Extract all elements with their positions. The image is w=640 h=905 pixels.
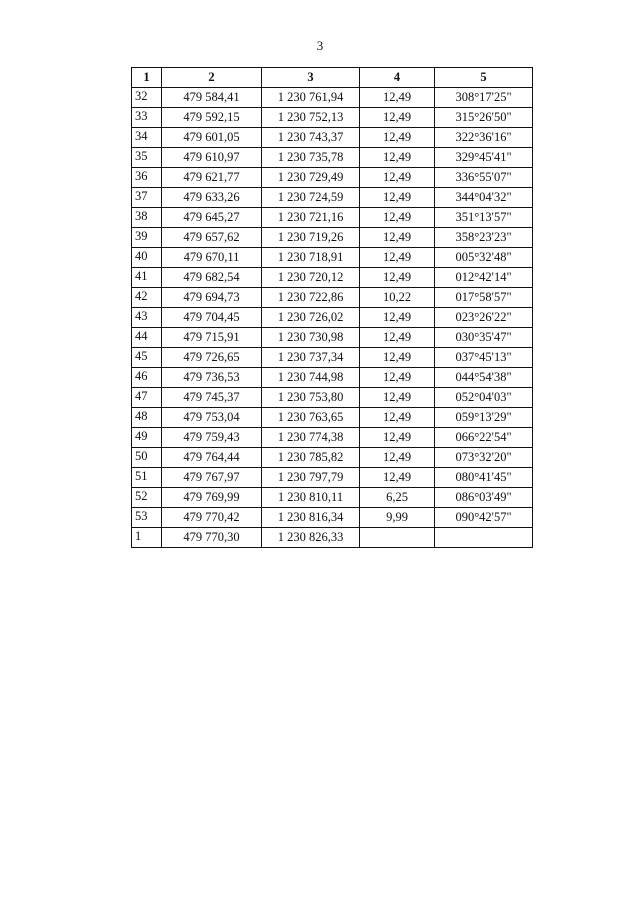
point-number-cell: 53 (132, 508, 162, 528)
table-row (132, 108, 533, 128)
point-number-cell: 41 (132, 268, 162, 288)
length-cell: 12,49 (360, 428, 435, 448)
bearing-cell: 344°04'32" (435, 188, 533, 208)
bearing-cell: 315°26'50" (435, 108, 533, 128)
length-cell: 12,49 (360, 148, 435, 168)
column-header-y: 3 (262, 68, 360, 88)
table-row (132, 468, 533, 488)
x-coordinate-cell: 479 770,42 (162, 508, 262, 528)
bearing-cell: 086°03'49" (435, 488, 533, 508)
page-number: 3 (316, 38, 324, 53)
table-row (132, 168, 533, 188)
y-coordinate-cell: 1 230 721,16 (262, 208, 360, 228)
point-number-cell: 42 (132, 288, 162, 308)
bearing-cell: 023°26'22" (435, 308, 533, 328)
x-coordinate-cell: 479 769,99 (162, 488, 262, 508)
table-row (132, 528, 533, 548)
length-cell: 12,49 (360, 368, 435, 388)
x-coordinate-cell: 479 601,05 (162, 128, 262, 148)
bearing-cell: 329°45'41" (435, 148, 533, 168)
y-coordinate-cell: 1 230 726,02 (262, 308, 360, 328)
length-cell: 12,49 (360, 448, 435, 468)
x-coordinate-cell: 479 682,54 (162, 268, 262, 288)
length-cell: 12,49 (360, 308, 435, 328)
x-coordinate-cell: 479 764,44 (162, 448, 262, 468)
table-row (132, 248, 533, 268)
table-row (132, 408, 533, 428)
y-coordinate-cell: 1 230 826,33 (262, 528, 360, 548)
point-number-cell: 38 (132, 208, 162, 228)
table-row (132, 388, 533, 408)
x-coordinate-cell: 479 670,11 (162, 248, 262, 268)
point-number-cell: 35 (132, 148, 162, 168)
point-number-cell: 1 (132, 528, 162, 548)
bearing-cell: 052°04'03" (435, 388, 533, 408)
table-row (132, 428, 533, 448)
bearing-cell: 080°41'45" (435, 468, 533, 488)
y-coordinate-cell: 1 230 752,13 (262, 108, 360, 128)
column-header-x: 2 (162, 68, 262, 88)
bearing-cell: 030°35'47" (435, 328, 533, 348)
bearing-cell: 308°17'25" (435, 88, 533, 108)
table-row (132, 208, 533, 228)
length-cell: 12,49 (360, 208, 435, 228)
y-coordinate-cell: 1 230 785,82 (262, 448, 360, 468)
length-cell: 12,49 (360, 128, 435, 148)
y-coordinate-cell: 1 230 737,34 (262, 348, 360, 368)
column-header-point: 1 (132, 68, 162, 88)
table-row (132, 508, 533, 528)
bearing-cell: 017°58'57" (435, 288, 533, 308)
length-cell: 12,49 (360, 188, 435, 208)
x-coordinate-cell: 479 621,77 (162, 168, 262, 188)
y-coordinate-cell: 1 230 722,86 (262, 288, 360, 308)
x-coordinate-cell: 479 745,37 (162, 388, 262, 408)
bearing-cell: 351°13'57" (435, 208, 533, 228)
y-coordinate-cell: 1 230 816,34 (262, 508, 360, 528)
x-coordinate-cell: 479 715,91 (162, 328, 262, 348)
point-number-cell: 39 (132, 228, 162, 248)
length-cell: 12,49 (360, 248, 435, 268)
table-row (132, 268, 533, 288)
y-coordinate-cell: 1 230 730,98 (262, 328, 360, 348)
table-row (132, 368, 533, 388)
point-number-cell: 36 (132, 168, 162, 188)
length-cell: 12,49 (360, 168, 435, 188)
table-row (132, 88, 533, 108)
length-cell: 6,25 (360, 488, 435, 508)
x-coordinate-cell: 479 767,97 (162, 468, 262, 488)
point-number-cell: 52 (132, 488, 162, 508)
length-cell: 12,49 (360, 268, 435, 288)
table-row (132, 288, 533, 308)
point-number-cell: 44 (132, 328, 162, 348)
length-cell: 12,49 (360, 328, 435, 348)
x-coordinate-cell: 479 645,27 (162, 208, 262, 228)
x-coordinate-cell: 479 759,43 (162, 428, 262, 448)
length-cell: 12,49 (360, 108, 435, 128)
length-cell: 12,49 (360, 88, 435, 108)
y-coordinate-cell: 1 230 774,38 (262, 428, 360, 448)
point-number-cell: 32 (132, 88, 162, 108)
table-row (132, 348, 533, 368)
point-number-cell: 45 (132, 348, 162, 368)
y-coordinate-cell: 1 230 735,78 (262, 148, 360, 168)
bearing-cell: 358°23'23" (435, 228, 533, 248)
bearing-cell: 322°36'16" (435, 128, 533, 148)
table-row (132, 448, 533, 468)
table-row (132, 488, 533, 508)
table-header-row (132, 68, 533, 88)
x-coordinate-cell: 479 770,30 (162, 528, 262, 548)
column-header-length: 4 (360, 68, 435, 88)
bearing-cell: 066°22'54" (435, 428, 533, 448)
x-coordinate-cell: 479 736,53 (162, 368, 262, 388)
length-cell: 12,49 (360, 388, 435, 408)
point-number-cell: 33 (132, 108, 162, 128)
point-number-cell: 48 (132, 408, 162, 428)
bearing-cell: 012°42'14" (435, 268, 533, 288)
x-coordinate-cell: 479 657,62 (162, 228, 262, 248)
x-coordinate-cell: 479 592,15 (162, 108, 262, 128)
y-coordinate-cell: 1 230 718,91 (262, 248, 360, 268)
x-coordinate-cell: 479 584,41 (162, 88, 262, 108)
y-coordinate-cell: 1 230 761,94 (262, 88, 360, 108)
y-coordinate-cell: 1 230 810,11 (262, 488, 360, 508)
x-coordinate-cell: 479 753,04 (162, 408, 262, 428)
length-cell: 10,22 (360, 288, 435, 308)
point-number-cell: 34 (132, 128, 162, 148)
y-coordinate-cell: 1 230 753,80 (262, 388, 360, 408)
bearing-cell: 073°32'20" (435, 448, 533, 468)
length-cell (360, 528, 435, 548)
length-cell: 12,49 (360, 228, 435, 248)
point-number-cell: 49 (132, 428, 162, 448)
table-row (132, 308, 533, 328)
point-number-cell: 40 (132, 248, 162, 268)
coordinates-table (131, 67, 533, 548)
x-coordinate-cell: 479 633,26 (162, 188, 262, 208)
table-row (132, 188, 533, 208)
y-coordinate-cell: 1 230 797,79 (262, 468, 360, 488)
bearing-cell: 336°55'07" (435, 168, 533, 188)
point-number-cell: 37 (132, 188, 162, 208)
point-number-cell: 47 (132, 388, 162, 408)
length-cell: 12,49 (360, 348, 435, 368)
bearing-cell: 059°13'29" (435, 408, 533, 428)
point-number-cell: 51 (132, 468, 162, 488)
bearing-cell: 005°32'48" (435, 248, 533, 268)
x-coordinate-cell: 479 726,65 (162, 348, 262, 368)
bearing-cell: 090°42'57" (435, 508, 533, 528)
table-row (132, 148, 533, 168)
point-number-cell: 43 (132, 308, 162, 328)
length-cell: 12,49 (360, 468, 435, 488)
length-cell: 12,49 (360, 408, 435, 428)
table-row (132, 228, 533, 248)
table-row (132, 128, 533, 148)
y-coordinate-cell: 1 230 724,59 (262, 188, 360, 208)
x-coordinate-cell: 479 704,45 (162, 308, 262, 328)
x-coordinate-cell: 479 610,97 (162, 148, 262, 168)
y-coordinate-cell: 1 230 719,26 (262, 228, 360, 248)
bearing-cell: 044°54'38" (435, 368, 533, 388)
y-coordinate-cell: 1 230 720,12 (262, 268, 360, 288)
column-header-bearing: 5 (435, 68, 533, 88)
y-coordinate-cell: 1 230 743,37 (262, 128, 360, 148)
table-body (132, 88, 533, 548)
y-coordinate-cell: 1 230 744,98 (262, 368, 360, 388)
bearing-cell (435, 528, 533, 548)
point-number-cell: 50 (132, 448, 162, 468)
x-coordinate-cell: 479 694,73 (162, 288, 262, 308)
y-coordinate-cell: 1 230 729,49 (262, 168, 360, 188)
point-number-cell: 46 (132, 368, 162, 388)
y-coordinate-cell: 1 230 763,65 (262, 408, 360, 428)
length-cell: 9,99 (360, 508, 435, 528)
table-row (132, 328, 533, 348)
bearing-cell: 037°45'13" (435, 348, 533, 368)
